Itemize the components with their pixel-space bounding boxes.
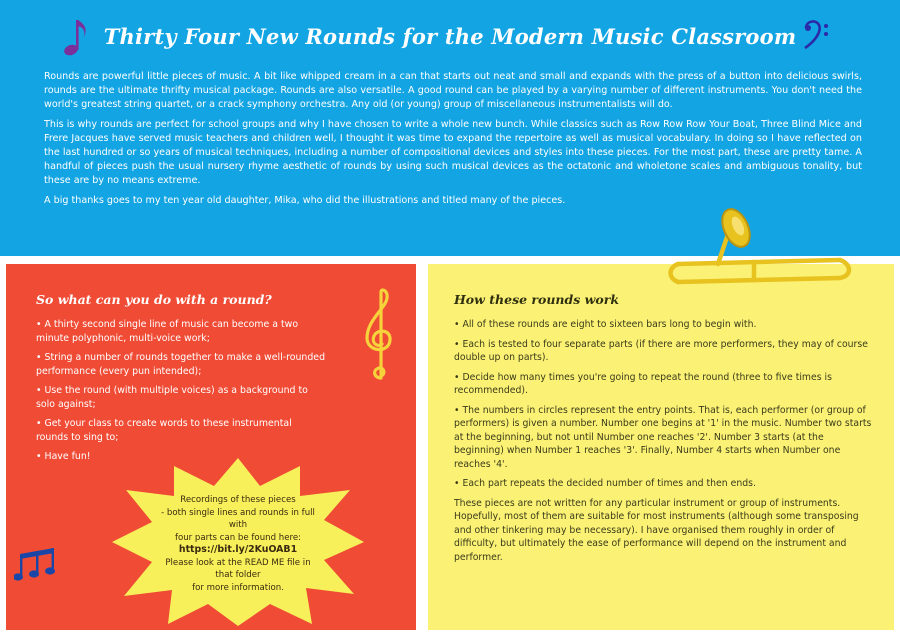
recordings-line: for more information. (192, 582, 284, 593)
recordings-info (158, 494, 318, 594)
page-title: Thirty Four New Rounds for the Modern Music Classroom (103, 24, 797, 49)
list-item: • Use the round (with multiple voices) as a background to solo against; (36, 384, 326, 411)
list-item: • A thirty second single line of music can become a two minute polyphonic, multi-voice work; (36, 318, 326, 345)
trombone-icon (658, 206, 854, 302)
recordings-line: Please look at the READ ME file in that folder (165, 557, 311, 580)
list-item: • String a number of rounds together to make a well-rounded performance (every pun intended); (36, 351, 326, 378)
list-item: • Each part repeats the decided number of times and then ends. (454, 477, 874, 491)
intro-text (44, 70, 862, 214)
right-panel-heading: How these rounds work (454, 292, 619, 307)
rules-list (454, 318, 874, 564)
list-item: • Get your class to create words to these instrumental rounds to sing to; (36, 417, 326, 444)
recordings-starburst (110, 456, 366, 628)
list-item: • Each is tested to four separate parts (if there are more performers, they may of course double up on parts). (454, 338, 874, 365)
recordings-line: Recordings of these pieces (180, 495, 296, 505)
intro-paragraph: A big thanks goes to my ten year old daughter, Mika, who did the illustrations and titled many of the pieces. (44, 195, 566, 206)
list-item: • Decide how many times you're going to repeat the round (three to five times is recommended). (454, 371, 874, 398)
list-item: • Have fun! (36, 450, 326, 464)
treble-clef-icon (362, 286, 396, 382)
recordings-link[interactable]: https://bit.ly/2KuOAB1 (178, 544, 298, 555)
left-panel-heading: So what can you do with a round? (36, 292, 272, 307)
intro-paragraph: Rounds are powerful little pieces of music. A bit like whipped cream in a can that starts out neat and small and expands with the press of a button into delicious swirls, rounds are the ultimate thrifty musical package. Rounds are also versatile. A good round can be played by a varying number of different instruments. You don't need the world's greatest string quartet, or a crack symphony orchestra. Any old (or young) group of miscellaneous instrumentalists will do. (44, 71, 862, 110)
beamed-notes-icon (14, 542, 60, 586)
list-item: • All of these rounds are eight to sixteen bars long to begin with. (454, 318, 874, 332)
what-can-you-do-panel (6, 264, 416, 630)
uses-list (36, 318, 326, 470)
list-item: • The numbers in circles represent the entry points. That is, each performer (or group of performers) is given a number. Number one begins at '1' in the music. Number two starts at the beginning, but not until Number one reaches '2'. Number 3 starts (at the beginning) when Number 1 reaches '3'. Finally, Number 4 starts when Number one reaches '4'. (454, 404, 874, 472)
closing-paragraph: These pieces are not written for any particular instrument or group of instruments. Hopefully, most of them are suitable for most instruments (although some transposing and other tinkering may be necessary). I have organised them roughly in order of difficulty, but ultimately the ease of performance will depend on the instrument and performer. (454, 497, 859, 563)
intro-paragraph: This is why rounds are perfect for school groups and why I have chosen to write a whole new bunch. While classics such as Row Row Row Your Boat, Three Blind Mice and Frere Jacques have served music teachers and children well, I thought it was time to expand the repertoire as well as musical vocabulary. In doing so I have reflected on the last hundred or so years of musical techniques, including a number of compositional devices and styles into these pieces. For the most part, these are pretty tame. A handful of pieces push the usual nursery rhyme aesthetic of rounds by using such musical devices as the octatonic and wholetone scales and ambiguous tonality, but these are by no means extreme. (44, 119, 862, 186)
bass-clef-icon (802, 18, 832, 52)
recordings-line: four parts can be found here: (174, 532, 302, 543)
recordings-line: - both single lines and rounds in full with (161, 507, 315, 530)
how-rounds-work-panel (428, 264, 894, 630)
